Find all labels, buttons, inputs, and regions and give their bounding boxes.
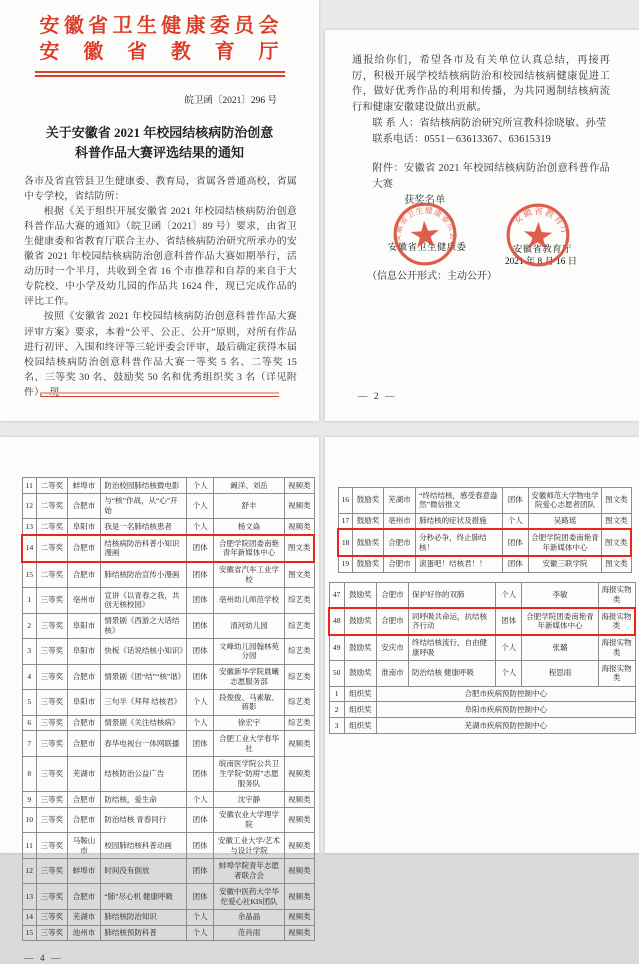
table-cell: 鼓励奖 (344, 635, 376, 661)
table-cell: 团体 (187, 858, 213, 884)
table-row (329, 686, 635, 702)
table-cell: 团体 (502, 488, 528, 514)
table-cell: 海报实物类 (598, 661, 635, 687)
notice-title-line1: 关于安徽省 2021 年校园结核病防治创意 (45, 124, 274, 140)
table-cell: 鼓励奖 (344, 582, 376, 608)
table-cell: 与“核”作战，从“心”开始 (101, 493, 187, 519)
table-cell: 我是一名肺结核患者 (101, 519, 187, 535)
table-row (22, 909, 314, 925)
table-cell: 亳州市 (383, 513, 415, 529)
table-cell: 11 (22, 833, 37, 859)
table-cell: 团体 (187, 588, 213, 614)
health-commission-seal-icon (390, 199, 460, 269)
table-cell: 图文类 (285, 535, 314, 562)
table-cell: 团体 (187, 562, 213, 588)
table-cell: 终结结核流行，自由健康呼吸 (409, 635, 496, 661)
awards-page-4 (0, 437, 319, 964)
table-cell: 团体 (187, 807, 213, 833)
table-cell: 视频类 (285, 519, 314, 535)
awards-table-page5-block2 (328, 582, 636, 734)
table-row (22, 731, 314, 757)
table-cell: 安徽师范大学物电学院爱心志愿者团队 (528, 488, 601, 514)
table-cell: 海报实物类 (598, 635, 635, 661)
table-cell: 余晶晶 (213, 909, 285, 925)
table-cell: 团体 (502, 529, 528, 556)
table-row (22, 690, 314, 716)
table-cell: 三等奖 (37, 925, 68, 941)
table-row (329, 702, 635, 718)
table-cell: 三等奖 (37, 792, 68, 808)
table-cell: 肺结核的症状及措施 (416, 513, 502, 529)
table-cell: 鼓励奖 (353, 488, 384, 514)
table-cell: 3 (329, 718, 344, 734)
table-cell: 视频类 (285, 858, 314, 884)
star-icon (410, 220, 440, 249)
contact-person-line: 联 系 人：省结核病防治研究所宣教科徐晓敏、孙莹 (372, 117, 607, 129)
table-cell: 芜湖市 (383, 488, 415, 514)
org-name-line1: 安徽省卫生健康委员会 (39, 15, 280, 37)
table-cell: 吴路瑶 (528, 513, 601, 529)
table-cell: 鼓励奖 (344, 608, 376, 635)
table-cell: 安徽三联学院 (528, 556, 601, 572)
table-cell: 1 (22, 588, 37, 614)
disclosure-note: （信息公开形式：主动公开） (367, 271, 497, 282)
table-cell: 图文类 (285, 562, 314, 588)
table-cell: 鼓励奖 (353, 513, 384, 529)
table-cell: 鼓励奖 (353, 556, 384, 572)
table-cell: 防治校园肺结核微电影 (101, 478, 187, 494)
table-cell: 视频类 (285, 756, 314, 791)
table-cell: 马鞍山市 (67, 833, 101, 859)
table-cell: 结核病防治科普小知识漫画 (101, 535, 187, 562)
table-cell: 团体 (187, 639, 213, 665)
table-cell: 19 (338, 556, 353, 572)
table-row (22, 478, 314, 494)
table-cell: 三等奖 (37, 807, 68, 833)
table-cell: 14 (22, 535, 37, 562)
table-cell: 综艺类 (285, 588, 314, 614)
table-cell: 合肥学院团委南艳青年新媒体中心 (213, 535, 285, 562)
table-cell: 个人 (496, 661, 522, 687)
table-cell: 蚌埠市 (67, 478, 101, 494)
table-cell: 防治结核 健康呼吸 (409, 661, 496, 687)
table-cell: 同呼吸共命运，抗结核齐行动 (409, 608, 496, 635)
table-cell: 时间没有倒放 (101, 858, 187, 884)
table-cell: 团体 (187, 664, 213, 690)
table-row (22, 613, 314, 639)
table-cell: 个人 (187, 690, 213, 716)
table-cell: 合肥市 (67, 535, 101, 562)
table-cell: 18 (338, 529, 353, 556)
table-cell: 芜湖市 (67, 909, 101, 925)
attachment-line1: 附件：安徽省 2021 年校园结核病防治创意科普作品大赛 (372, 163, 610, 190)
table-cell: 2 (22, 613, 37, 639)
table-cell: 蚌埠市 (67, 858, 101, 884)
table-cell: 鼓励奖 (353, 529, 384, 556)
table-cell: 三等奖 (37, 884, 68, 910)
table-cell: 亳州市 (67, 588, 101, 614)
table-cell: 校园肺结核科普动画 (101, 833, 187, 859)
table-cell: 13 (22, 884, 37, 910)
table-cell: 3 (22, 639, 37, 665)
footer-red-rule (40, 392, 279, 397)
awards-table-page4 (21, 477, 315, 941)
table-cell: 2 (329, 702, 344, 718)
table-cell: 12 (22, 493, 37, 519)
table-cell: 12 (22, 858, 37, 884)
table-cell: 合肥市 (383, 529, 415, 556)
table-cell: 10 (22, 807, 37, 833)
table-cell: 张璐 (522, 635, 599, 661)
table-cell: 合肥工业大学春华社 (213, 731, 285, 757)
table-cell: 安徽农业大学理学院 (213, 807, 285, 833)
table-cell: 个人 (502, 513, 528, 529)
table-cell: 防结核，爱生命 (101, 792, 187, 808)
table-row (329, 718, 635, 734)
table-cell: 分秒必争，终止肺结核！ (416, 529, 502, 556)
table-cell: 视频类 (285, 884, 314, 910)
table-cell: 5 (22, 690, 37, 716)
table-row (329, 661, 635, 687)
table-cell: 13 (22, 519, 37, 535)
table-cell: 杨文焱 (213, 519, 285, 535)
table-cell: 图文类 (602, 556, 631, 572)
table-cell: 程思雨 (522, 661, 599, 687)
table-row (22, 756, 314, 791)
table-row (338, 556, 631, 572)
table-cell: 三等奖 (37, 731, 68, 757)
table-cell: 范肖雨 (213, 925, 285, 941)
table-cell: 阜阳市 (67, 690, 101, 716)
notice-title-line2: 科普作品大赛评选结果的通知 (74, 144, 244, 160)
table-cell: 三句半《拜拜 结核君》 (101, 690, 187, 716)
issuer-name-education-department: 安徽省教育厅 (513, 245, 572, 255)
table-cell: 情景剧《关注结核病》 (101, 715, 187, 731)
table-cell: 快板《话说结核小知识》 (101, 639, 187, 665)
table-cell: 个人 (187, 715, 213, 731)
table-cell: 芜湖市 (67, 756, 101, 791)
table-cell: 合肥市 (67, 664, 101, 690)
table-cell: 个人 (187, 925, 213, 941)
table-cell: 11 (22, 478, 37, 494)
table-cell: 阜阳市 (67, 519, 101, 535)
table-cell: 阜阳市 (67, 613, 101, 639)
table-cell: 团体 (187, 613, 213, 639)
table-cell: 安徽中医药大学华佗爱心社KIS团队 (213, 884, 285, 910)
table-row (329, 582, 635, 608)
table-cell: 肺结核防治宣传小漫画 (101, 562, 187, 588)
table-cell: 段俊俊、马素敏、蒋影 (213, 690, 285, 716)
table-cell: 蚌埠学院青年志愿者联合会 (213, 858, 285, 884)
table-cell: 综艺类 (285, 639, 314, 665)
table-cell: 舒丰 (213, 493, 285, 519)
table-cell: 三等奖 (37, 664, 68, 690)
seal-ring-text: 安徽省教育厅 (511, 205, 572, 238)
table-cell: 肺结核预防科普 (101, 925, 187, 941)
table-row (22, 925, 314, 941)
table-cell: 图文类 (602, 513, 631, 529)
table-cell: 三等奖 (37, 613, 68, 639)
table-cell: 二等奖 (37, 535, 68, 562)
notice-body-continued (352, 53, 610, 208)
table-row (22, 858, 314, 884)
table-cell: 1 (329, 686, 344, 702)
table-cell: 16 (338, 488, 353, 514)
table-row (22, 493, 314, 519)
seal-ring-text: 安徽省卫生健康委员会 (392, 205, 458, 243)
table-cell: 海报实物类 (598, 582, 635, 608)
table-cell: 芜湖市疾病预防控制中心 (376, 718, 635, 734)
table-row (22, 792, 314, 808)
table-row (22, 639, 314, 665)
table-cell: 李敏 (522, 582, 599, 608)
table-cell: 视频类 (285, 493, 314, 519)
paragraph-1: 根据《关于组织开展安徽省 2021 年校园结核病防治创意科普作品大赛的通知》（皖卫函〔2021〕89 号）要求，由省卫生健康委和省教育厅联合主办、省结核病防治研究所承办的安徽省 2021 年校园结核病防治创意科普作品大赛如期举行，活动历时一个半月，共收到全省 16 个市推荐和自荐的来自于大专院校、中小学及幼儿园的作品共 1624 件，现已完成作品的评比工作。 (24, 206, 297, 308)
table-cell: 三等奖 (37, 588, 68, 614)
table-row (22, 664, 314, 690)
page-number-2: — 2 — (358, 392, 397, 402)
table-cell: 视频类 (285, 731, 314, 757)
issue-date: 2021 年 8 月 16 日 (505, 257, 578, 267)
table-cell: 结核防治公益广告 (101, 756, 187, 791)
table-cell: 15 (22, 925, 37, 941)
table-cell: 7 (22, 731, 37, 757)
table-cell: 情景剧《西游之大话结核》 (101, 613, 187, 639)
table-cell: 春华电视台一体网联播 (101, 731, 187, 757)
paragraph-2: 按照《安徽省 2021 年校园结核病防治创意科普作品大赛评审方案》要求，本着“公平、公正、公开”原则，对所有作品进行初评、入围和终评等三轮评委会评审，最后确定获得本届校园结核病防治创意科普作品大赛一等奖 5 名、二等奖 15 名、三等奖 30 名、鼓励奖 50 名和优秀组织奖 3 名（详见附件），现 (24, 311, 297, 398)
table-cell: 视频类 (285, 833, 314, 859)
table-row (22, 884, 314, 910)
notice-body (24, 174, 297, 400)
addressee-line: 各市及省直管县卫生健康委、教育局，省属各普通高校，省属中专学校，省结防所： (24, 176, 297, 203)
table-cell: 三等奖 (37, 639, 68, 665)
table-cell: 二等奖 (37, 562, 68, 588)
notice-page-2 (325, 30, 639, 421)
table-cell: 视频类 (285, 925, 314, 941)
table-cell: 组织奖 (344, 686, 376, 702)
table-row (338, 513, 631, 529)
table-cell: 个人 (187, 792, 213, 808)
table-row-highlighted (329, 608, 635, 635)
table-cell: 个人 (187, 478, 213, 494)
table-cell: 合肥学院团委南艳青年新媒体中心 (522, 608, 599, 635)
table-cell: 合肥学院团委南艳青年新媒体中心 (528, 529, 601, 556)
table-cell: 9 (22, 792, 37, 808)
table-cell: 三等奖 (37, 858, 68, 884)
table-cell: 合肥市 (376, 582, 408, 608)
table-cell: 阚洋、刘岳 (213, 478, 285, 494)
notice-title (0, 123, 319, 163)
table-cell: 合肥市 (376, 608, 408, 635)
table-cell: 合肥市 (67, 884, 101, 910)
table-cell: 8 (22, 756, 37, 791)
table-cell: 49 (329, 635, 344, 661)
table-cell: 肺结核防治知识 (101, 909, 187, 925)
table-cell: 保护好你的双肺 (409, 582, 496, 608)
table-row (329, 635, 635, 661)
table-cell: 合肥市 (67, 562, 101, 588)
document-number: 皖卫函〔2021〕296 号 (184, 95, 277, 106)
table-cell: 阜阳市疾病预防控制中心 (376, 702, 635, 718)
table-cell: 组织奖 (344, 718, 376, 734)
table-cell: 15 (22, 562, 37, 588)
table-cell: 团体 (187, 833, 213, 859)
table-cell: 文峰幼儿园翰林苑分园 (213, 639, 285, 665)
table-cell: 情景剧《团“结”“核”谐》 (101, 664, 187, 690)
table-cell: 团体 (496, 608, 522, 635)
table-cell: 合肥市疾病预防控制中心 (376, 686, 635, 702)
table-row-highlighted (338, 529, 631, 556)
signature-seal-zone (325, 201, 639, 311)
table-cell: 视频类 (285, 478, 314, 494)
table-cell: 滚蛋吧！结核君！！ (416, 556, 502, 572)
table-cell: 防治结核 青春同行 (101, 807, 187, 833)
awards-table-page5-block1 (337, 487, 632, 573)
table-cell: 合肥市 (67, 792, 101, 808)
table-cell: 淮南市 (376, 661, 408, 687)
table-cell: 合肥市 (67, 807, 101, 833)
table-cell: 皖南医学院公共卫生学院“防痨”志愿服务队 (213, 756, 285, 791)
table-cell: 二等奖 (37, 519, 68, 535)
table-cell: 海报实物类 (598, 608, 635, 635)
issuer-name-health-commission: 安徽省卫生健康委 (388, 243, 467, 253)
table-cell: 团体 (502, 556, 528, 572)
table-cell: 三等奖 (37, 756, 68, 791)
table-cell: 池州市 (67, 925, 101, 941)
table-cell: 综艺类 (285, 664, 314, 690)
table-cell: 合肥市 (383, 556, 415, 572)
table-cell: 三等奖 (37, 715, 68, 731)
table-cell: 亳州幼儿师范学校 (213, 588, 285, 614)
table-cell: 团体 (187, 535, 213, 562)
table-cell: 三等奖 (37, 909, 68, 925)
table-cell: 视频类 (285, 807, 314, 833)
table-cell: 47 (329, 582, 344, 608)
table-cell: 个人 (187, 519, 213, 535)
table-cell: 鼓励奖 (344, 661, 376, 687)
table-cell: 安徽新华学院晨曦志愿服务部 (213, 664, 285, 690)
table-cell: 48 (329, 608, 344, 635)
table-cell: 团体 (187, 731, 213, 757)
table-cell: 合肥市 (67, 715, 101, 731)
table-cell: 综艺类 (285, 715, 314, 731)
table-cell: 视频类 (285, 792, 314, 808)
table-cell: 4 (22, 664, 37, 690)
table-cell: 图文类 (602, 529, 631, 556)
red-double-rule (35, 71, 285, 77)
table-cell: 二等奖 (37, 493, 68, 519)
attachment-line2: 获奖名单 (404, 194, 446, 206)
table-cell: 徐宏宇 (213, 715, 285, 731)
table-cell: 三等奖 (37, 690, 68, 716)
table-row (338, 488, 631, 514)
table-cell: 团体 (187, 756, 213, 791)
table-cell: 阜阳市 (67, 639, 101, 665)
education-department-seal-icon (503, 200, 572, 269)
contact-phone-line: 联系电话：0551－63613367、63615319 (372, 133, 551, 145)
table-row (22, 833, 314, 859)
awards-page-5 (325, 437, 639, 853)
table-cell: 安庆市 (376, 635, 408, 661)
table-row (22, 519, 314, 535)
table-cell: 清河幼儿园 (213, 613, 285, 639)
table-cell: 沈宇静 (213, 792, 285, 808)
notice-page-1 (0, 0, 319, 421)
table-cell: 50 (329, 661, 344, 687)
table-cell: 宣讲《以青春之我，共创无核校园》 (101, 588, 187, 614)
table-cell: 综艺类 (285, 690, 314, 716)
table-cell: 合肥市 (67, 731, 101, 757)
table-row (22, 562, 314, 588)
table-cell: 个人 (496, 582, 522, 608)
table-cell: 个人 (496, 635, 522, 661)
table-cell: 合肥市 (67, 493, 101, 519)
table-row (22, 588, 314, 614)
table-cell: 三等奖 (37, 833, 68, 859)
table-cell: 17 (338, 513, 353, 529)
table-cell: “肺”尽心机 健康呼吸 (101, 884, 187, 910)
table-cell: 二等奖 (37, 478, 68, 494)
table-cell: 组织奖 (344, 702, 376, 718)
table-row (22, 807, 314, 833)
org-name-line2: 安徽省教育厅 (39, 41, 280, 64)
table-cell: 安徽工业大学/艺术与设计学院 (213, 833, 285, 859)
table-cell: 个人 (187, 493, 213, 519)
table-cell: “终结结核，感受春意盎然”微信推文 (416, 488, 502, 514)
letterhead (0, 0, 319, 66)
star-icon (523, 221, 553, 249)
table-cell: 14 (22, 909, 37, 925)
table-cell: 个人 (187, 909, 213, 925)
table-cell: 视频类 (285, 909, 314, 925)
table-cell: 团体 (187, 884, 213, 910)
table-cell: 安徽省汽车工业学校 (213, 562, 285, 588)
table-cell: 6 (22, 715, 37, 731)
table-row-highlighted (22, 535, 314, 562)
page-number-4: — 4 — (24, 954, 63, 964)
paragraph-continued: 通报给你们，希望各市及有关单位认真总结，再接再厉，积极开展学校结核病防治和校园结核病健康促进工作，做好优秀作品的利用和传播，为共同遏制结核病流行和健康安徽建设做出贡献。 (352, 55, 610, 114)
table-row (22, 715, 314, 731)
table-cell: 综艺类 (285, 613, 314, 639)
table-cell: 图文类 (602, 488, 631, 514)
